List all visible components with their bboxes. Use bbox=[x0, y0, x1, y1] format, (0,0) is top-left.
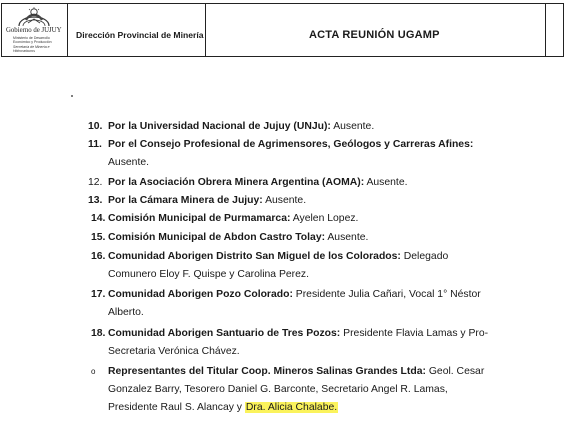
item-rest: Geol. Cesar bbox=[425, 366, 485, 377]
item-text bbox=[108, 289, 481, 319]
item-continuation: Gonzalez Barry, Tesorero Daniel G. Barconte, Secretario Angel R. Lamas, bbox=[108, 384, 448, 395]
item-entity: Representantes del Titular Coop. Mineros Salinas Grandes Ltda: bbox=[108, 366, 426, 377]
item-rest: Ausente. bbox=[364, 177, 408, 188]
item-rest: Ausente. bbox=[262, 195, 307, 206]
item-number: 15. bbox=[91, 232, 106, 243]
item-text bbox=[108, 328, 488, 358]
highlighted-name: Dra. Alicia Chalabe. bbox=[245, 402, 338, 413]
item-rest: Ausente. bbox=[330, 121, 375, 132]
logo-subline: Ministerio de Desarrollo bbox=[13, 36, 50, 40]
item-text bbox=[108, 139, 473, 169]
jujuy-emblem-icon bbox=[16, 6, 52, 28]
logo-subline: Secretaría de Minería e bbox=[13, 45, 50, 49]
item-text bbox=[108, 213, 358, 225]
item-continuation bbox=[108, 402, 484, 414]
item-continuation: Alberto. bbox=[108, 307, 144, 318]
item-text bbox=[108, 121, 374, 133]
item-rest: Delegado bbox=[400, 251, 449, 262]
item-continuation: Secretaria Verónica Chávez. bbox=[108, 346, 240, 357]
item-entity: Comisión Municipal de Purmamarca: bbox=[108, 213, 291, 224]
item-number: 14. bbox=[91, 213, 106, 224]
item-entity: Por la Universidad Nacional de Jujuy (UNJu): bbox=[108, 121, 331, 132]
item-number: 10. bbox=[88, 121, 103, 132]
item-entity: Comunidad Aborigen Pozo Colorado: bbox=[108, 289, 293, 300]
logo-name: Gobierno de JUJUY bbox=[6, 27, 62, 34]
item-continuation: Ausente. bbox=[108, 157, 150, 168]
organization-name: Dirección Provincial de Minería bbox=[68, 4, 206, 56]
stray-mark bbox=[71, 95, 73, 97]
item-rest: Presidente Flavia Lamas y Pro- bbox=[340, 328, 489, 339]
item-number: 17. bbox=[91, 289, 106, 300]
item-rest: Ayelen Lopez. bbox=[290, 213, 359, 224]
item-entity: Por la Asociación Obrera Minera Argentina (AOMA): bbox=[108, 177, 365, 188]
item-entity: Por la Cámara Minera de Jujuy: bbox=[108, 195, 263, 206]
item-text bbox=[108, 195, 306, 207]
item-number: 16. bbox=[91, 251, 106, 262]
item-entity: Comunidad Aborigen Santuario de Tres Pozos: bbox=[108, 328, 341, 339]
document-header bbox=[1, 3, 564, 57]
item-text bbox=[108, 366, 484, 414]
document-title: ACTA REUNIÓN UGAMP bbox=[309, 29, 440, 41]
item-text bbox=[108, 177, 407, 189]
item-number: 11. bbox=[88, 139, 102, 150]
bullet-marker: o bbox=[91, 367, 96, 376]
item-number: 13. bbox=[88, 195, 103, 206]
header-blank-cell bbox=[545, 4, 563, 56]
item-text bbox=[108, 232, 368, 244]
logo-subline: Económico y Producción bbox=[13, 40, 52, 44]
item-continuation: Comunero Eloy F. Quispe y Carolina Perez. bbox=[108, 269, 309, 280]
logo-subline: Hidrocarburos bbox=[13, 49, 35, 53]
item-rest: Ausente. bbox=[325, 232, 369, 243]
item-number: 18. bbox=[91, 328, 106, 339]
item-entity: Comisión Municipal de Abdon Castro Tolay: bbox=[108, 232, 326, 243]
item-entity: Comunidad Aborigen Distrito San Miguel de los Colorados: bbox=[108, 251, 401, 262]
item-text bbox=[108, 251, 448, 281]
item-plain-text: Presidente Raul S. Alancay y bbox=[108, 402, 245, 413]
item-rest: Presidente Julia Cañari, Vocal 1° Néstor bbox=[292, 289, 481, 300]
item-number: 12. bbox=[88, 177, 103, 188]
government-logo bbox=[2, 4, 68, 56]
item-entity: Por el Consejo Profesional de Agrimensores, Geólogos y Carreras Afines: bbox=[108, 139, 474, 150]
